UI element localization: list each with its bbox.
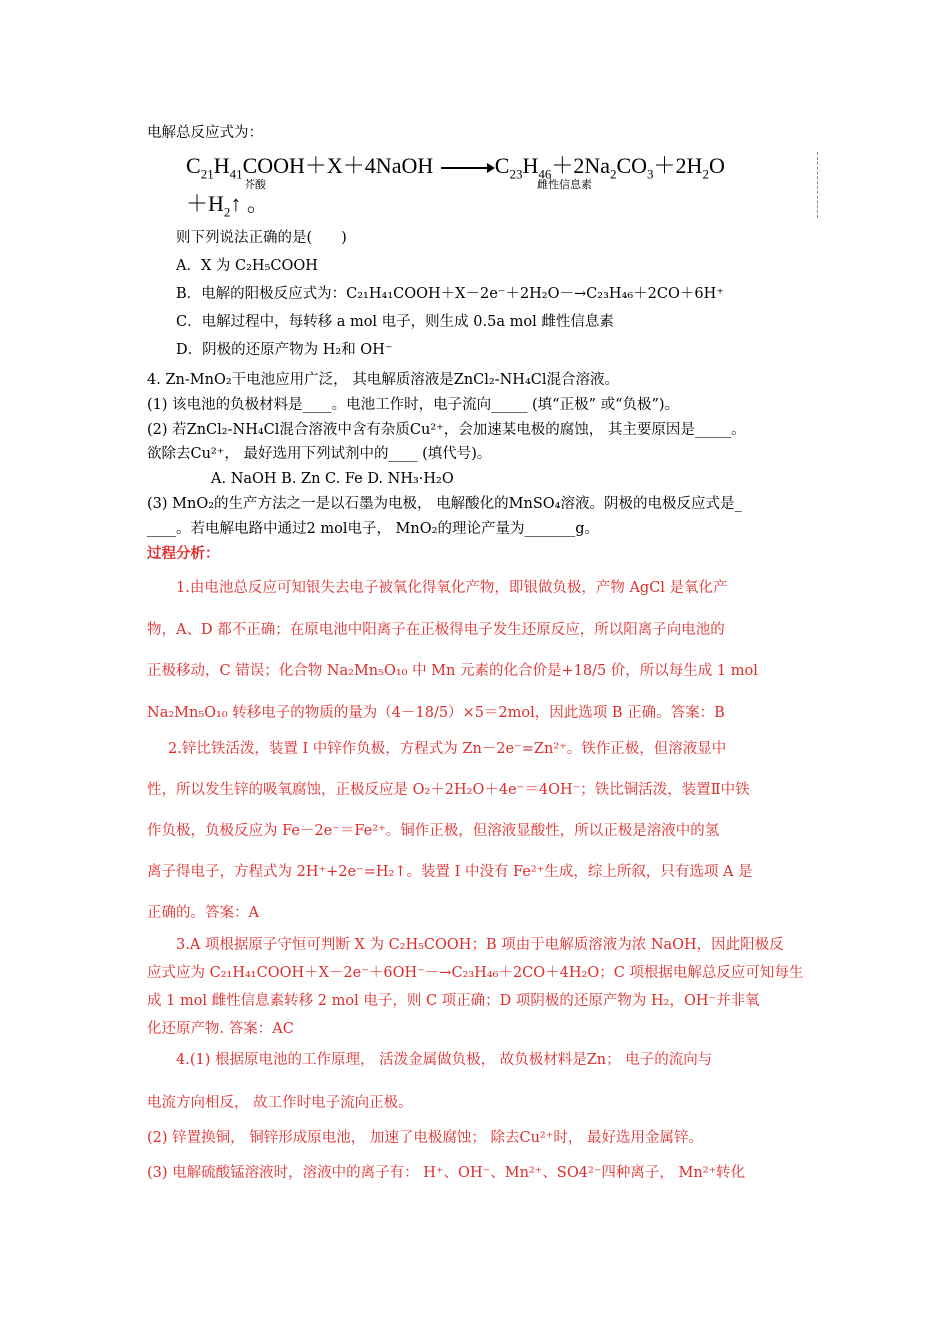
eq-reactant-c: C: [186, 153, 201, 178]
analysis-3-line: 成 1 mol 雌性信息素转移 2 mol 电子，则 C 项正确；D 项阴极的还原产物为 H₂，OH⁻并非氧: [147, 993, 760, 1009]
analysis-4-line: 电流方向相反， 故工作时电子流向正极。: [147, 1095, 413, 1111]
eq-plus-reagents: ＋X＋4NaOH: [304, 153, 434, 178]
q4-part-2b: 欲除去Cu²⁺， 最好选用下列试剂中的____ (填代号)。: [147, 446, 492, 462]
eq-sub: 46: [538, 166, 552, 182]
q4-part-3a: (3) MnO₂的生产方法之一是以石墨为电极， 电解酸化的MnSO₄溶液。阴极的电极反应式是_: [147, 496, 742, 512]
eq-reactant-h: H: [213, 153, 230, 178]
label-product: 雌性信息素: [537, 178, 592, 191]
analysis-1-line: 正极移动，C 错误；化合物 Na₂Mn₅O₁₀ 中 Mn 元素的化合价是+18/5 价，所以每生成 1 mol: [147, 663, 758, 679]
analysis-2-line: 2.锌比铁活泼，装置 I 中锌作负极，方程式为 Zn－2e⁻=Zn²⁺。铁作正极，但溶液显中: [168, 741, 727, 757]
q4-part-2a: (2) 若ZnCl₂-NH₄Cl混合溶液中含有杂质Cu²⁺，会加速某电极的腐蚀， 其主要原因是_____。: [147, 422, 746, 438]
reaction-arrow-icon: [441, 167, 493, 169]
analysis-2-line: 性，所以发生锌的吸氧腐蚀，正极反应是 O₂＋2H₂O＋4e⁻＝4OH⁻；铁比铜活泼，装置Ⅱ中铁: [147, 782, 750, 798]
analysis-3-line: 3.A 项根据原子守恒可判断 X 为 C₂H₅COOH；B 项由于电解质溶液为浓 NaOH，因此阳极反: [176, 937, 784, 953]
eq-gas-arrow: ↑ 。: [230, 191, 269, 216]
q3-option-a: A．X 为 C₂H₅COOH: [176, 258, 318, 274]
eq-water-o: O: [708, 153, 725, 178]
margin-divider: [817, 152, 818, 218]
eq-sub: 41: [229, 166, 243, 182]
eq-reactant-tail: COOH: [242, 153, 305, 178]
eq-sub: 21: [200, 166, 214, 182]
eq-plus-h: ＋2H: [653, 153, 703, 178]
q3-option-c: C．电解过程中，每转移 a mol 电子，则生成 0.5a mol 雌性信息素: [176, 314, 614, 330]
eq-sub: 2: [702, 166, 709, 182]
analysis-3-line: 化还原产物. 答案：AC: [147, 1021, 294, 1037]
eq-plus-na: ＋2Na: [551, 153, 610, 178]
analysis-2-line: 离子得电子，方程式为 2H⁺+2e⁻=H₂↑。装置 I 中没有 Fe²⁺生成，综上所叙，只有选项 A 是: [147, 864, 753, 880]
eq-sub: 23: [509, 166, 523, 182]
eq-co: CO: [616, 153, 648, 178]
eq-plus-h2: ＋H: [186, 191, 224, 216]
equation-line-2: [186, 190, 269, 218]
intro-text: 电解总反应式为：: [147, 125, 263, 141]
q4-part-1: (1) 该电池的负极材料是____。电池工作时，电子流向_____ (填“正极” 或“负极”)。: [147, 397, 680, 413]
analysis-1-line: Na₂Mn₅O₁₀ 转移电子的物质的量为（4－18/5）×5＝2mol，因此选项 B 正确。答案：B: [147, 705, 725, 721]
equation-line-1: [186, 152, 725, 180]
analysis-4-line: 4.(1) 根据原电池的工作原理， 活泼金属做负极， 故负极材料是Zn； 电子的流向与: [176, 1052, 713, 1068]
q4-stem: 4. Zn-MnO₂干电池应用广泛， 其电解质溶液是ZnCl₂-NH₄Cl混合溶液。: [147, 372, 619, 388]
eq-sub: 3: [647, 166, 654, 182]
analysis-4-line: (3) 电解硫酸锰溶液时，溶液中的离子有： H⁺、OH⁻、Mn²⁺、SO4²⁻四种离子， Mn²⁺转化: [147, 1165, 746, 1181]
analysis-1-line: 物，A、D 都不正确；在原电池中阳离子在正极得电子发生还原反应，所以阳离子向电池的: [147, 622, 725, 638]
analysis-heading: 过程分析：: [147, 545, 220, 562]
analysis-1-line: 1.由电池总反应可知银失去电子被氧化得氧化产物，即银做负极，产物 AgCl 是氧化产: [176, 580, 728, 596]
q4-part-3b: ____。若电解电路中通过2 mol电子， MnO₂的理论产量为_______g。: [147, 521, 599, 537]
analysis-2-line: 作负极，负极反应为 Fe－2e⁻＝Fe²⁺。铜作正极，但溶液显酸性，所以正极是溶液中的氢: [147, 823, 720, 839]
eq-product-h: H: [522, 153, 539, 178]
analysis-3-line: 应式应为 C₂₁H₄₁COOH＋X－2e⁻＋6OH⁻－→C₂₃H₄₆＋2CO＋4H₂O；C 项根据电解总反应可知每生: [147, 965, 804, 981]
eq-product-c: C: [494, 153, 510, 178]
eq-sub: 2: [609, 166, 617, 182]
analysis-4-line: (2) 锌置换铜， 铜锌形成原电池， 加速了电极腐蚀； 除去Cu²⁺时， 最好选用金属锌。: [147, 1130, 703, 1146]
q3-option-d: D．阴极的还原产物为 H₂和 OH⁻: [176, 342, 393, 358]
analysis-2-line: 正确的。答案：A: [147, 905, 259, 921]
q4-options: A. NaOH B. Zn C. Fe D. NH₃·H₂O: [211, 471, 454, 487]
q3-option-b: B．电解的阳极反应式为：C₂₁H₄₁COOH＋X－2e⁻＋2H₂O－→C₂₃H₄₆＋2CO＋6H⁺: [176, 286, 724, 302]
q3-prompt: 则下列说法正确的是( ): [176, 230, 347, 246]
label-acid: 芥酸: [244, 178, 266, 191]
eq-sub: 2: [223, 204, 231, 220]
